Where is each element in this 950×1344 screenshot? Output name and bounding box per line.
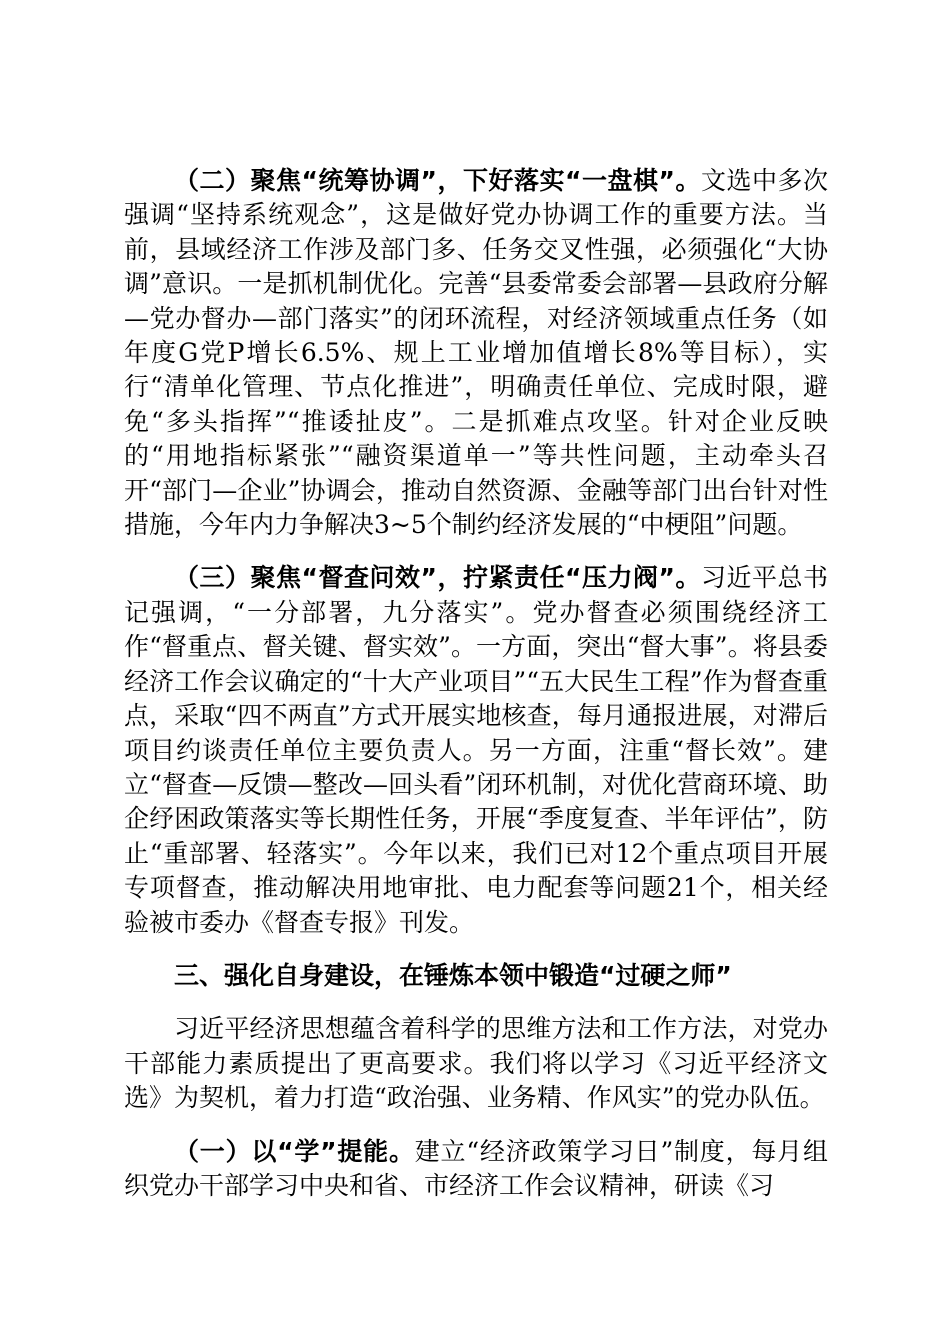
paragraph-text: 建立“经济政策学习日”制度，每月组织党办干部学习中央和省、市经济工作会议精神，研读《习: [124, 1136, 828, 1200]
paragraph-text: 习近平经济思想蕴含着科学的思维方法和工作方法，对党办干部能力素质提出了更高要求。我们将以学习《习近平经济文选》为契机，着力打造“政治强、业务精、作风实”的党办队伍。: [124, 1014, 828, 1113]
paragraph-text: 文选中多次强调“坚持系统观念”，这是做好党办协调工作的重要方法。当前，县域经济工作涉及部门多、任务交叉性强，必须强化“大协调”意识。一是抓机制优化。完善“县委常委会部署—县政府分解—党办督办—部门落实”的闭环流程，对经济领域重点任务（如年度G党P增长6.5%、规上工业增加值增长8%等目标），实行“清单化管理、节点化推进”，明确责任单位、完成时限，避免“多头指挥”“推诿扯皮”。二是抓难点攻坚。针对企业反映的“用地指标紧张”“融资渠道单一”等共性问题，主动牵头召开“部门—企业”协调会，推动自然资源、金融等部门出台针对性措施，今年内力争解决3~5个制约经济发展的“中梗阻”问题。: [124, 166, 828, 540]
paragraph-lead: （二）聚焦“统筹协调”，下好落实“一盘棋”。: [174, 166, 701, 195]
section-heading: 三、强化自身建设，在锤炼本领中锻造“过硬之师”: [174, 960, 732, 990]
document-body: [124, 164, 828, 1203]
paragraph-supervision: [124, 561, 828, 939]
paragraph-lead: （三）聚焦“督查问效”，拧紧责任“压力阀”。: [174, 563, 701, 593]
paragraph-learning: [124, 1135, 828, 1204]
paragraph-coordination: [124, 164, 828, 542]
paragraph-text: 习近平总书记强调，“一分部署，九分落实”。党办督查必须围绕经济工作“督重点、督关键、督实效”。一方面，突出“督大事”。将县委经济工作会议确定的“十大产业项目”“五大民生工程”作为督查重点，采取“四不两直”方式开展实地核查，每月通报进展，对滞后项目约谈责任单位主要负责人。另一方面，注重“督长效”。建立“督查—反馈—整改—回头看”闭环机制，对优化营商环境、助企纾困政策落实等长期性任务，开展“季度复查、半年评估”，防止“重部署、轻落实”。今年以来，我们已对12个重点项目开展专项督查，推动解决用地审批、电力配套等问题21个，相关经验被市委办《督查专报》刊发。: [124, 563, 828, 937]
paragraph-lead: （一）以“学”提能。: [174, 1136, 415, 1166]
paragraph-intro: [124, 1012, 828, 1115]
